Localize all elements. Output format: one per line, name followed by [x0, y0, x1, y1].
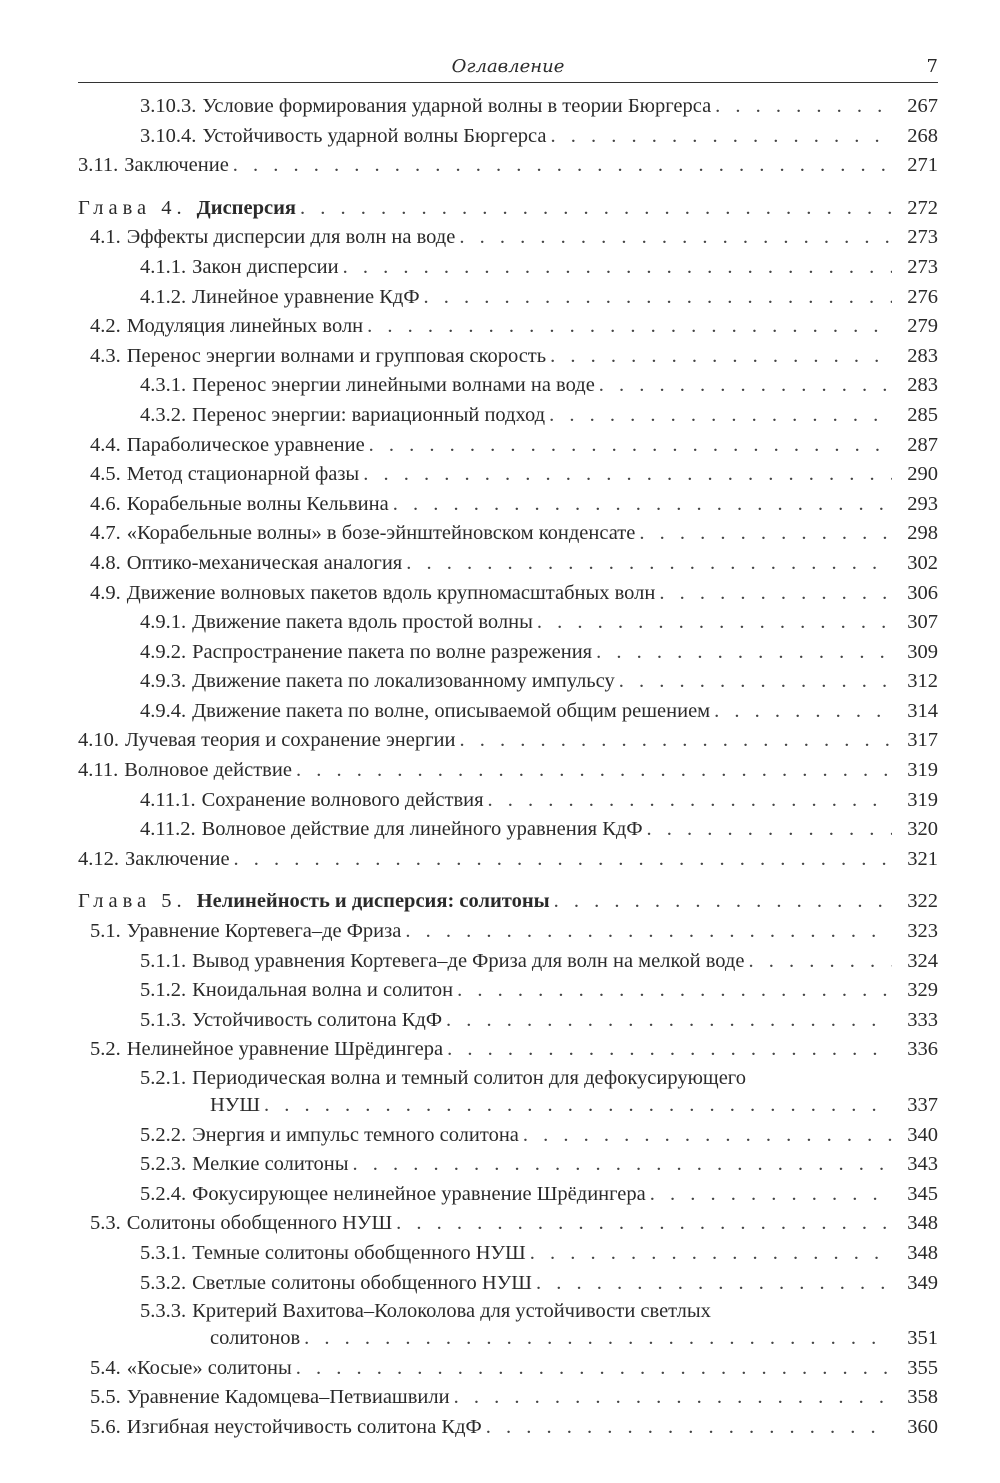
- toc-entry[interactable]: [78, 917, 938, 947]
- toc-entry-number: 3.10.3.: [140, 95, 197, 117]
- running-header-title: Оглавление: [451, 56, 565, 77]
- toc-entry[interactable]: [78, 976, 938, 1006]
- toc-entry-page: 358: [907, 1386, 938, 1409]
- toc-entry-title: Движение пакета вдоль простой волны: [192, 611, 533, 634]
- toc-entry-title: Солитоны обобщенного НУШ: [126, 1212, 393, 1235]
- toc-chapter-5[interactable]: [78, 887, 938, 917]
- toc-entry-title: Вывод уравнения Кортевега–де Фриза для волн на мелкой воде: [192, 949, 745, 972]
- toc-entry-page: 355: [907, 1356, 938, 1379]
- leader-dots: [596, 638, 892, 668]
- toc-entry-number: 4.9.2.: [140, 640, 187, 663]
- toc-entry-page: 340: [907, 1123, 938, 1146]
- leader-dots: [393, 490, 892, 520]
- toc-entry-title: Лучевая теория и сохранение энергии: [125, 729, 456, 752]
- toc-entry-number: 4.4.: [90, 433, 121, 456]
- leader-dots: [406, 549, 892, 579]
- toc-entry-title: Линейное уравнение КдФ: [192, 285, 420, 308]
- toc-entry-title: Закон дисперсии: [192, 255, 339, 278]
- toc-entry-title: Темные солитоны обобщенного НУШ: [192, 1241, 526, 1264]
- toc-entry-page: 273: [907, 226, 938, 249]
- chapter-title: Дисперсия: [196, 196, 296, 219]
- toc-entry-page: 268: [907, 124, 938, 147]
- chapter-title: Нелинейность и дисперсия: солитоны: [196, 890, 550, 913]
- toc-entry[interactable]: [78, 1065, 938, 1091]
- leader-dots: [748, 947, 892, 977]
- toc-entry[interactable]: [78, 1354, 938, 1384]
- toc-entry-page: 333: [907, 1008, 938, 1031]
- toc-entry-number: 5.3.3.: [140, 1300, 187, 1323]
- toc-entry-number: 5.3.: [90, 1212, 121, 1235]
- toc-entry-number: 4.11.1.: [140, 788, 196, 811]
- toc-entry-title: Перенос энергии волнами и групповая скорость: [126, 344, 547, 367]
- toc-entry-title: Модуляция линейных волн: [126, 315, 364, 338]
- table-of-contents: [78, 92, 938, 1443]
- toc-entry[interactable]: [78, 223, 938, 253]
- leader-dots: [619, 667, 892, 697]
- toc-entry-title: Корабельные волны Кельвина: [126, 492, 389, 515]
- toc-entry-number: 5.3.1.: [140, 1241, 187, 1264]
- toc-entry-title: Фокусирующее нелинейное уравнение Шрёдингера: [192, 1182, 646, 1205]
- toc-entry-number: 4.7.: [90, 522, 121, 545]
- toc-entry-page: 329: [907, 979, 938, 1002]
- toc-entry-page: 348: [907, 1212, 938, 1235]
- toc-entry[interactable]: [78, 1298, 938, 1324]
- toc-entry-title: Заключение: [124, 154, 229, 177]
- toc-entry-title: Изгибная неустойчивость солитона КдФ: [126, 1415, 482, 1438]
- toc-entry-title: Устойчивость солитона КдФ: [192, 1008, 443, 1031]
- leader-dots: [296, 1354, 892, 1384]
- toc-entry-page: 314: [907, 699, 938, 722]
- toc-entry[interactable]: [78, 1209, 938, 1239]
- toc-entry-title: Заключение: [125, 847, 230, 870]
- leader-dots: [647, 815, 892, 845]
- toc-entry[interactable]: [78, 1150, 938, 1180]
- leader-dots: [234, 845, 892, 875]
- toc-entry-page: 345: [907, 1182, 938, 1205]
- toc-entry-continuation[interactable]: [78, 1091, 938, 1121]
- leader-dots: [715, 92, 892, 122]
- toc-entry-title: Критерий Вахитова–Колоколова для устойчивости светлых: [192, 1300, 711, 1323]
- toc-entry-number: 4.3.1.: [140, 374, 187, 397]
- toc-entry-page: 336: [907, 1038, 938, 1061]
- toc-entry-number: 5.2.1.: [140, 1067, 187, 1089]
- leader-dots: [264, 1091, 892, 1121]
- toc-entry[interactable]: [78, 490, 938, 520]
- toc-chapter-4[interactable]: [78, 194, 938, 224]
- toc-entry[interactable]: [78, 342, 938, 372]
- toc-entry-title: Движение пакета по локализованному импульсу: [192, 670, 615, 693]
- leader-dots: [551, 122, 893, 152]
- toc-entry-number: 5.1.2.: [140, 979, 187, 1002]
- leader-dots: [396, 1209, 892, 1239]
- toc-entry-number: 4.11.: [78, 759, 119, 782]
- toc-entry-title: Движение волновых пакетов вдоль крупномасштабных волн: [126, 581, 656, 604]
- toc-entry-number: 4.9.3.: [140, 670, 187, 693]
- toc-entry-number: 4.9.4.: [140, 699, 187, 722]
- toc-entry[interactable]: [78, 579, 938, 609]
- toc-entry[interactable]: [78, 253, 938, 283]
- toc-entry-number: 5.2.: [90, 1038, 121, 1061]
- leader-dots: [714, 697, 892, 727]
- toc-entry-number: 4.1.1.: [140, 255, 187, 278]
- leader-dots: [459, 726, 892, 756]
- toc-entry-page: 324: [907, 949, 938, 972]
- toc-entry-title: Кноидальная волна и солитон: [192, 979, 454, 1002]
- toc-entry-continuation[interactable]: [78, 1324, 938, 1354]
- toc-entry-title: Оптико-механическая аналогия: [126, 551, 403, 574]
- leader-dots: [639, 519, 892, 549]
- toc-entry-page: 287: [907, 433, 938, 456]
- leader-dots: [300, 194, 892, 224]
- leader-dots: [457, 976, 892, 1006]
- toc-entry-page: 285: [907, 403, 938, 426]
- leader-dots: [367, 312, 892, 342]
- toc-entry-page: 309: [907, 640, 938, 663]
- leader-dots: [523, 1121, 892, 1151]
- toc-entry-title: Уравнение Кадомцева–Петвиашвили: [126, 1386, 450, 1409]
- toc-entry[interactable]: [78, 1035, 938, 1065]
- toc-entry-page: 322: [907, 890, 938, 913]
- toc-entry[interactable]: [78, 1413, 938, 1443]
- toc-entry[interactable]: [78, 815, 938, 845]
- toc-entry-number: 4.2.: [90, 315, 121, 338]
- toc-entry-page: 319: [907, 759, 938, 782]
- leader-dots: [550, 342, 892, 372]
- toc-entry-number: 4.3.2.: [140, 403, 187, 426]
- toc-entry-title: Движение пакета по волне, описываемой общим решением: [192, 699, 711, 722]
- toc-entry-number: 4.5.: [90, 463, 121, 486]
- toc-entry-title: Параболическое уравнение: [126, 433, 365, 456]
- toc-entry-number: 4.12.: [78, 847, 119, 870]
- toc-entry-page: 321: [907, 847, 938, 870]
- leader-dots: [233, 151, 892, 181]
- toc-entry-title: Условие формирования ударной волны в теории Бюргерса: [202, 95, 712, 117]
- page-number: 7: [926, 56, 938, 77]
- toc-entry-page: 279: [907, 315, 938, 338]
- toc-entry[interactable]: [78, 92, 938, 122]
- toc-entry-number: 5.3.2.: [140, 1271, 187, 1294]
- toc-entry[interactable]: [78, 1006, 938, 1036]
- toc-entry-page: 272: [907, 196, 938, 219]
- toc-entry-page: 273: [907, 255, 938, 278]
- toc-entry[interactable]: [78, 151, 938, 181]
- toc-entry-title: Периодическая волна и темный солитон для дефокусирующего: [192, 1067, 746, 1089]
- toc-entry-title: Перенос энергии линейными волнами на воде: [192, 374, 595, 397]
- toc-entry-number: 3.10.4.: [140, 124, 197, 147]
- toc-entry-number: 5.1.: [90, 920, 121, 943]
- toc-entry[interactable]: [78, 1269, 938, 1299]
- leader-dots: [488, 786, 892, 816]
- leader-dots: [446, 1006, 892, 1036]
- toc-entry-title: Эффекты дисперсии для волн на воде: [126, 226, 456, 249]
- toc-entry-page: 271: [907, 154, 938, 177]
- toc-entry-title: Светлые солитоны обобщенного НУШ: [192, 1271, 532, 1294]
- leader-dots: [424, 283, 892, 313]
- toc-entry[interactable]: [78, 1239, 938, 1269]
- toc-entry-page: 298: [907, 522, 938, 545]
- toc-entry-number: 5.1.1.: [140, 949, 187, 972]
- toc-entry-number: 4.1.: [90, 226, 121, 249]
- toc-entry-title: Сохранение волнового действия: [201, 788, 484, 811]
- toc-entry-number: 4.9.: [90, 581, 121, 604]
- leader-dots: [486, 1413, 892, 1443]
- leader-dots: [304, 1324, 892, 1354]
- toc-entry-page: 306: [907, 581, 938, 604]
- toc-entry-title: Распространение пакета по волне разрежения: [192, 640, 593, 663]
- toc-entry-title: Перенос энергии: вариационный подход: [192, 403, 546, 426]
- toc-entry-number: 5.6.: [90, 1415, 121, 1438]
- toc-entry[interactable]: [78, 549, 938, 579]
- running-header: [78, 56, 938, 83]
- leader-dots: [447, 1035, 892, 1065]
- toc-entry-number: 5.2.3.: [140, 1153, 187, 1176]
- toc-entry-title-continued: НУШ: [210, 1094, 260, 1116]
- toc-entry-page: 351: [907, 1327, 938, 1350]
- toc-entry-page: 283: [907, 344, 938, 367]
- toc-entry-page: 267: [907, 95, 938, 117]
- toc-entry[interactable]: [78, 1121, 938, 1151]
- toc-entry-title: Уравнение Кортевега–де Фриза: [126, 920, 402, 943]
- toc-entry-page: 290: [907, 463, 938, 486]
- toc-entry-page: 337: [907, 1094, 938, 1116]
- leader-dots: [454, 1383, 892, 1413]
- toc-entry-number: 4.9.1.: [140, 611, 187, 634]
- toc-entry[interactable]: [78, 786, 938, 816]
- toc-entry-page: 360: [907, 1415, 938, 1438]
- leader-dots: [296, 756, 892, 786]
- toc-entry[interactable]: [78, 519, 938, 549]
- toc-entry-page: 317: [907, 729, 938, 752]
- toc-entry[interactable]: [78, 460, 938, 490]
- toc-entry-page: 276: [907, 285, 938, 308]
- toc-entry-number: 4.8.: [90, 551, 121, 574]
- toc-entry-number: 4.6.: [90, 492, 121, 515]
- toc-entry[interactable]: [78, 667, 938, 697]
- toc-entry-title: «Корабельные волны» в бозе-эйнштейновском конденсате: [126, 522, 636, 545]
- leader-dots: [537, 608, 892, 638]
- toc-entry[interactable]: [78, 845, 938, 875]
- toc-entry[interactable]: [78, 371, 938, 401]
- toc-entry-page: 293: [907, 492, 938, 515]
- toc-entry-page: 323: [907, 920, 938, 943]
- leader-dots: [530, 1239, 892, 1269]
- toc-entry[interactable]: [78, 697, 938, 727]
- leader-dots: [405, 917, 892, 947]
- toc-entry-number: 4.1.2.: [140, 285, 187, 308]
- toc-entry-number: 5.4.: [90, 1356, 121, 1379]
- toc-entry[interactable]: [78, 1180, 938, 1210]
- toc-entry-title: Мелкие солитоны: [192, 1153, 349, 1176]
- toc-entry-page: 319: [907, 788, 938, 811]
- leader-dots: [369, 431, 892, 461]
- toc-entry[interactable]: [78, 283, 938, 313]
- toc-entry-title: Устойчивость ударной волны Бюргерса: [202, 124, 547, 147]
- leader-dots: [650, 1180, 892, 1210]
- toc-entry-number: 5.2.2.: [140, 1123, 187, 1146]
- toc-entry-number: 4.3.: [90, 344, 121, 367]
- chapter-label: Глава 5.: [78, 890, 187, 913]
- toc-entry-page: 349: [907, 1271, 938, 1294]
- toc-entry-number: 5.5.: [90, 1386, 121, 1409]
- toc-entry[interactable]: [78, 756, 938, 786]
- leader-dots: [353, 1150, 892, 1180]
- leader-dots: [536, 1269, 892, 1299]
- toc-entry-page: 343: [907, 1153, 938, 1176]
- toc-entry[interactable]: [78, 638, 938, 668]
- toc-entry-page: 307: [907, 611, 938, 634]
- leader-dots: [554, 887, 892, 917]
- leader-dots: [599, 371, 892, 401]
- leader-dots: [459, 223, 892, 253]
- toc-entry-page: 283: [907, 374, 938, 397]
- toc-entry-number: 4.10.: [78, 729, 119, 752]
- toc-entry-title: Энергия и импульс темного солитона: [192, 1123, 519, 1146]
- toc-entry[interactable]: [78, 726, 938, 756]
- toc-entry-number: 4.11.2.: [140, 818, 196, 841]
- toc-entry-number: 3.11.: [78, 154, 119, 177]
- leader-dots: [363, 460, 892, 490]
- toc-entry-title: Волновое действие: [124, 759, 292, 782]
- leader-dots: [549, 401, 892, 431]
- toc-entry[interactable]: [78, 312, 938, 342]
- toc-entry-number: 5.1.3.: [140, 1008, 187, 1031]
- toc-entry-title: Нелинейное уравнение Шрёдингера: [126, 1038, 444, 1061]
- leader-dots: [659, 579, 892, 609]
- toc-entry[interactable]: [78, 1383, 938, 1413]
- toc-entry-number: 5.2.4.: [140, 1182, 187, 1205]
- toc-entry-title: «Косые» солитоны: [126, 1356, 292, 1379]
- toc-entry[interactable]: [78, 608, 938, 638]
- toc-entry-page: 312: [907, 670, 938, 693]
- toc-entry-title: Метод стационарной фазы: [126, 463, 360, 486]
- chapter-label: Глава 4.: [78, 196, 187, 219]
- toc-entry[interactable]: [78, 431, 938, 461]
- toc-entry-page: 302: [907, 551, 938, 574]
- toc-entry[interactable]: [78, 401, 938, 431]
- toc-entry-page: 348: [907, 1241, 938, 1264]
- toc-entry[interactable]: [78, 122, 938, 152]
- toc-entry-title: Волновое действие для линейного уравнения КдФ: [201, 818, 643, 841]
- toc-entry[interactable]: [78, 947, 938, 977]
- leader-dots: [343, 253, 892, 283]
- toc-entry-page: 320: [907, 818, 938, 841]
- toc-entry-title-continued: солитонов: [210, 1327, 301, 1350]
